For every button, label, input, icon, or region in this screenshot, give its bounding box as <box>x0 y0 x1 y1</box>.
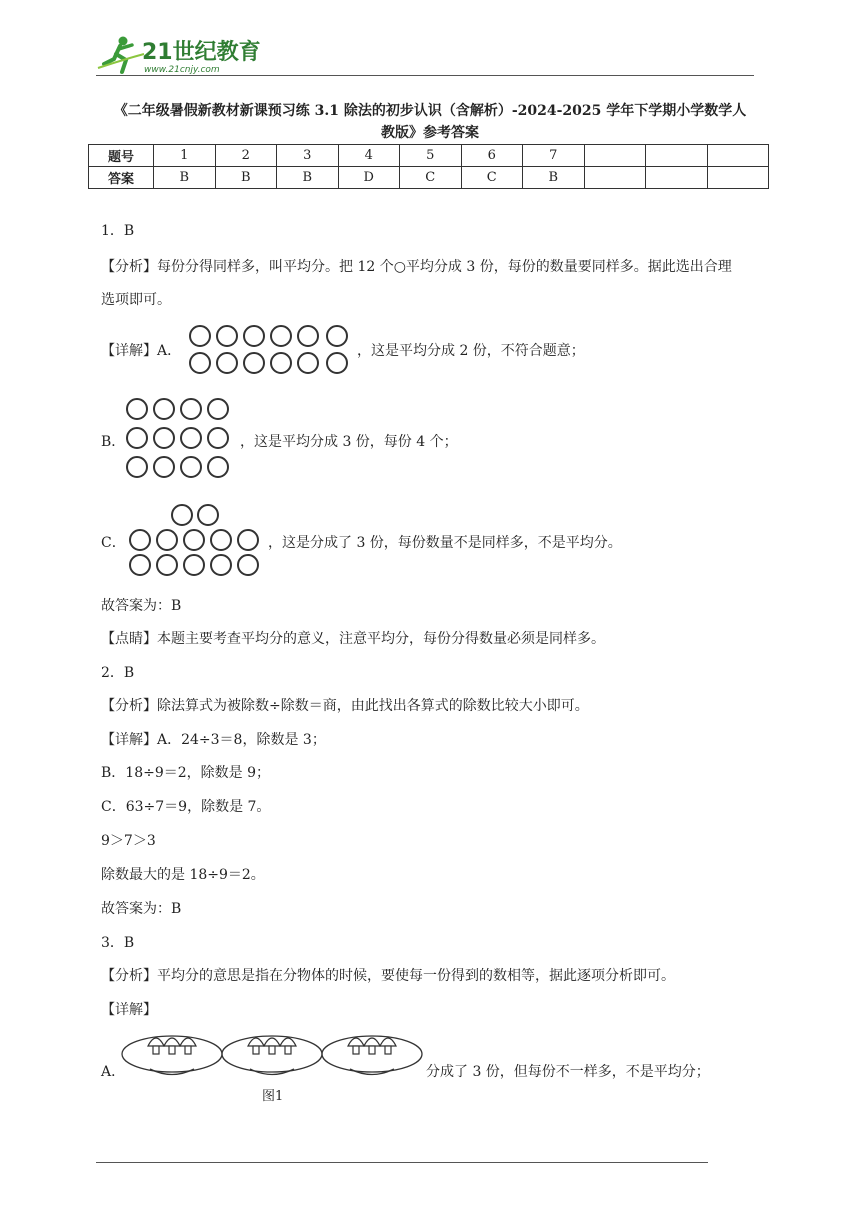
header-divider <box>96 75 754 76</box>
q3-figure-plates <box>120 1024 426 1108</box>
table-cell <box>584 167 646 189</box>
table-row <box>89 167 769 189</box>
page-title <box>96 100 764 144</box>
table-cell: 5 <box>400 145 462 167</box>
q3-analysis: 【分析】平均分的意思是指在分物体的时候，要使每一份得到的数相等，据此逐项分析即可。 <box>101 968 675 984</box>
table-cell: 7 <box>523 145 585 167</box>
table-cell <box>707 167 769 189</box>
table-row <box>89 145 769 167</box>
table-cell: 6 <box>461 145 523 167</box>
q1-analysis-line-1: 【分析】每份分得同样多，叫平均分。把 12 个○平均分成 3 份，每份的数量要同样多。据此选出合理 <box>101 259 732 275</box>
table-cell: B <box>277 167 339 189</box>
q1-b-text: ，这是平均分成 3 份，每份 4 个； <box>240 434 458 450</box>
table-cell: B <box>523 167 585 189</box>
q3-detail: 【详解】 <box>101 1002 157 1018</box>
table-cell <box>707 145 769 167</box>
q3-a-text: 分成了 3 份，但每份不一样多，不是平均分； <box>426 1064 710 1080</box>
q2-analysis: 【分析】除法算式为被除数÷除数＝商，由此找出各算式的除数比较大小即可。 <box>101 698 589 714</box>
q1-figure-c <box>122 502 267 580</box>
table-cell <box>646 167 708 189</box>
q2-heading: 2．B <box>101 665 135 681</box>
q2-max: 除数最大的是 18÷9＝2。 <box>101 867 265 883</box>
svg-text:21世纪教育: 21世纪教育 <box>142 40 261 65</box>
q1-c-label: C． <box>101 535 126 551</box>
runner-icon <box>98 37 144 73</box>
q1-figure-b <box>122 396 238 482</box>
table-cell <box>584 145 646 167</box>
table-cell: C <box>461 167 523 189</box>
answer-table <box>88 144 769 189</box>
q2-detail-a: 【详解】A．24÷3＝8，除数是 3； <box>101 732 326 748</box>
table-cell: B <box>215 167 277 189</box>
table-cell: 3 <box>277 145 339 167</box>
mushroom-icon <box>148 1038 396 1054</box>
q3-a-label: A． <box>101 1064 126 1080</box>
q2-b: B．18÷9＝2，除数是 9； <box>101 765 271 781</box>
q1-heading: 1．B <box>101 223 135 239</box>
q1-point: 【点睛】本题主要考查平均分的意义，注意平均分，每份分得数量必须是同样多。 <box>101 631 605 647</box>
footer-divider <box>96 1162 708 1163</box>
row-header-number: 题号 <box>89 145 154 167</box>
title-line-2: 教版》参考答案 <box>381 125 479 141</box>
table-cell: 2 <box>215 145 277 167</box>
q1-detail-a-text: ，这是平均分成 2 份，不符合题意； <box>357 343 585 359</box>
site-logo <box>92 32 262 76</box>
table-cell: 4 <box>338 145 400 167</box>
table-cell: 1 <box>154 145 216 167</box>
q1-analysis-line-2: 选项即可。 <box>101 292 171 308</box>
q2-c: C．63÷7＝9，除数是 7。 <box>101 799 271 815</box>
table-cell: C <box>400 167 462 189</box>
q1-conclusion: 故答案为：B <box>101 598 182 614</box>
figure-caption: 图1 <box>262 1089 284 1104</box>
q1-detail-a-label: 【详解】A． <box>101 343 182 359</box>
q1-figure-a <box>185 322 355 378</box>
q2-conclusion: 故答案为：B <box>101 901 182 917</box>
q2-compare: 9＞7＞3 <box>101 833 156 849</box>
table-cell: D <box>338 167 400 189</box>
q3-heading: 3．B <box>101 935 135 951</box>
title-line-1: 《二年级暑假新教材新课预习练 3.1 除法的初步认识（含解析）-2024-2025 学年下学期小学数学人 <box>113 103 747 119</box>
q1-c-text: ，这是分成了 3 份，每份数量不是同样多，不是平均分。 <box>268 535 622 551</box>
table-cell: B <box>154 167 216 189</box>
q1-b-label: B． <box>101 434 126 450</box>
table-cell <box>646 145 708 167</box>
svg-text:www.21cnjy.com: www.21cnjy.com <box>144 65 220 75</box>
row-header-answer: 答案 <box>89 167 154 189</box>
